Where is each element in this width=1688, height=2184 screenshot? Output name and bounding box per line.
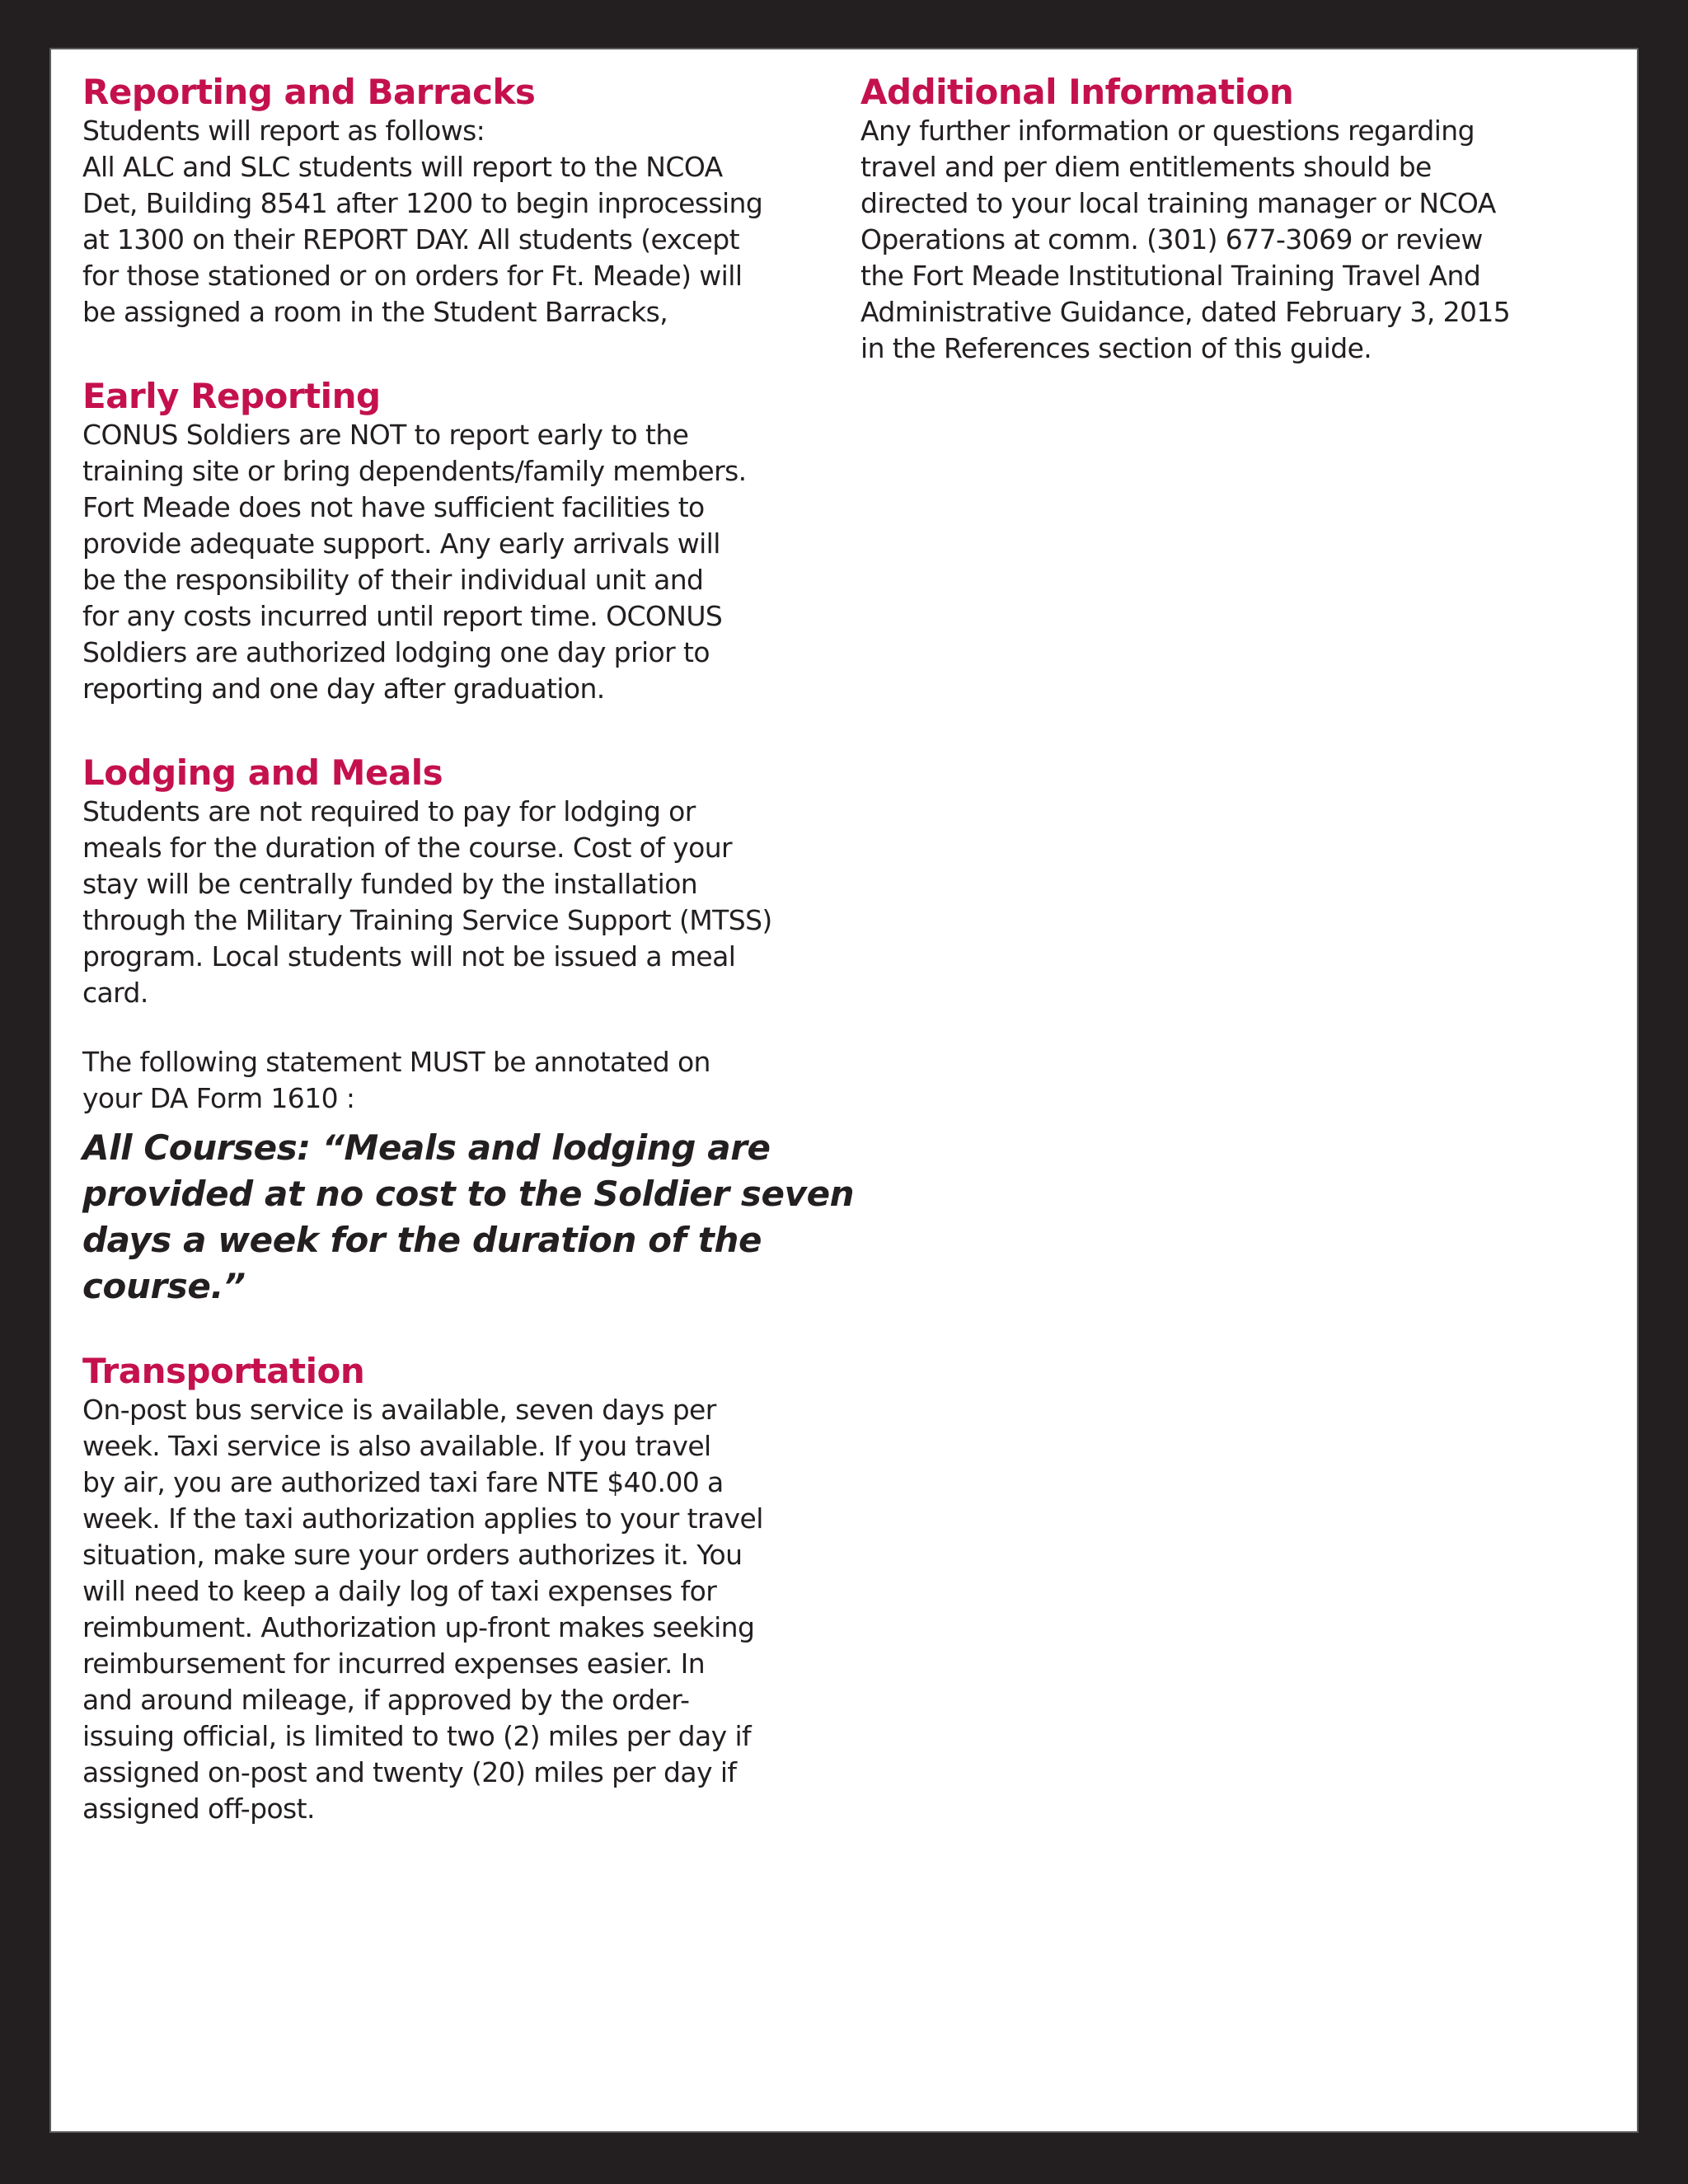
paragraph-reporting [82,113,874,330]
text-line: for those stationed or on orders for Ft. Meade) will [82,260,743,292]
text-line: CONUS Soldiers are NOT to report early to the [82,419,689,451]
heading-transportation: Transportation [82,1351,365,1391]
text-line: situation, make sure your orders authorizes it. You [82,1539,743,1571]
text-line: assigned on-post and twenty (20) miles per day if [82,1756,737,1788]
heading-reporting-and-barracks: Reporting and Barracks [82,72,536,112]
right-column [860,72,1619,367]
text-line: your DA Form 1610 : [82,1082,355,1114]
text-line: be assigned a room in the Student Barracks, [82,296,668,328]
text-line: training site or bring dependents/family members. [82,455,747,487]
text-line: stay will be centrally funded by the installation [82,868,698,900]
text-line: reporting and one day after graduation. [82,673,605,705]
text-line: reimbursement for incurred expenses easier. In [82,1647,706,1680]
text-line: Fort Meade does not have sufficient facilities to [82,491,705,523]
document-page [49,48,1639,2133]
text-line: in the References section of this guide. [860,332,1372,364]
text-line: for any costs incurred until report time. OCONUS [82,600,723,632]
text-line: week. Taxi service is also available. If you travel [82,1430,711,1462]
text-line: card. [82,977,148,1009]
statement-line: course.” [82,1266,246,1306]
text-line: will need to keep a daily log of taxi expenses for [82,1575,717,1607]
section-additional-information [860,72,1619,367]
text-line: travel and per diem entitlements should be [860,151,1432,183]
text-line: directed to your local training manager or NCOA [860,187,1496,219]
text-line: On-post bus service is available, seven days per [82,1394,716,1426]
text-line: Administrative Guidance, dated February 3, 2015 [860,296,1511,328]
paragraph-da-form-note [82,1044,874,1117]
section-transportation [82,1351,874,1827]
paragraph-transportation [82,1392,874,1827]
statement-line: days a week for the duration of the [82,1220,762,1260]
text-line: be the responsibility of their individual unit and [82,564,704,596]
heading-lodging-and-meals: Lodging and Meals [82,752,443,793]
text-line: Any further information or questions regarding [860,115,1475,147]
text-line: week. If the taxi authorization applies to your travel [82,1502,763,1535]
text-line: at 1300 on their REPORT DAY. All students (except [82,223,739,255]
text-line: The following statement MUST be annotated on [82,1046,710,1078]
statement-line: All Courses: “Meals and lodging are [82,1127,771,1168]
text-line: reimbument. Authorization up-front makes seeking [82,1611,755,1643]
heading-additional-information: Additional Information [860,72,1294,112]
text-line: Students will report as follows: [82,115,485,147]
text-line: Students are not required to pay for lodging or [82,795,696,827]
paragraph-lodging [82,794,874,1011]
text-line: Soldiers are authorized lodging one day prior to [82,636,710,668]
text-line: provide adequate support. Any early arrivals will [82,527,720,560]
section-reporting-and-barracks [82,72,874,330]
statement-line: provided at no cost to the Soldier seven [82,1174,855,1214]
paragraph-early-reporting [82,417,874,707]
section-lodging-and-meals [82,752,874,1310]
section-early-reporting [82,376,874,707]
left-column [82,72,874,1827]
text-line: the Fort Meade Institutional Training Travel And [860,260,1481,292]
paragraph-additional-information [860,113,1619,367]
text-line: issuing official, is limited to two (2) miles per day if [82,1720,752,1752]
required-statement [82,1125,874,1310]
text-line: meals for the duration of the course. Cost of your [82,832,732,864]
heading-early-reporting: Early Reporting [82,376,381,416]
text-line: Operations at comm. (301) 677-3069 or review [860,223,1483,255]
text-line: Det, Building 8541 after 1200 to begin inprocessing [82,187,763,219]
text-line: by air, you are authorized taxi fare NTE $40.00 a [82,1466,724,1498]
text-line: through the Military Training Service Support (MTSS) [82,904,772,936]
text-line: and around mileage, if approved by the order- [82,1684,690,1716]
text-line: program. Local students will not be issued a meal [82,940,736,972]
text-line: assigned off-post. [82,1793,315,1825]
text-line: All ALC and SLC students will report to the NCOA [82,151,723,183]
